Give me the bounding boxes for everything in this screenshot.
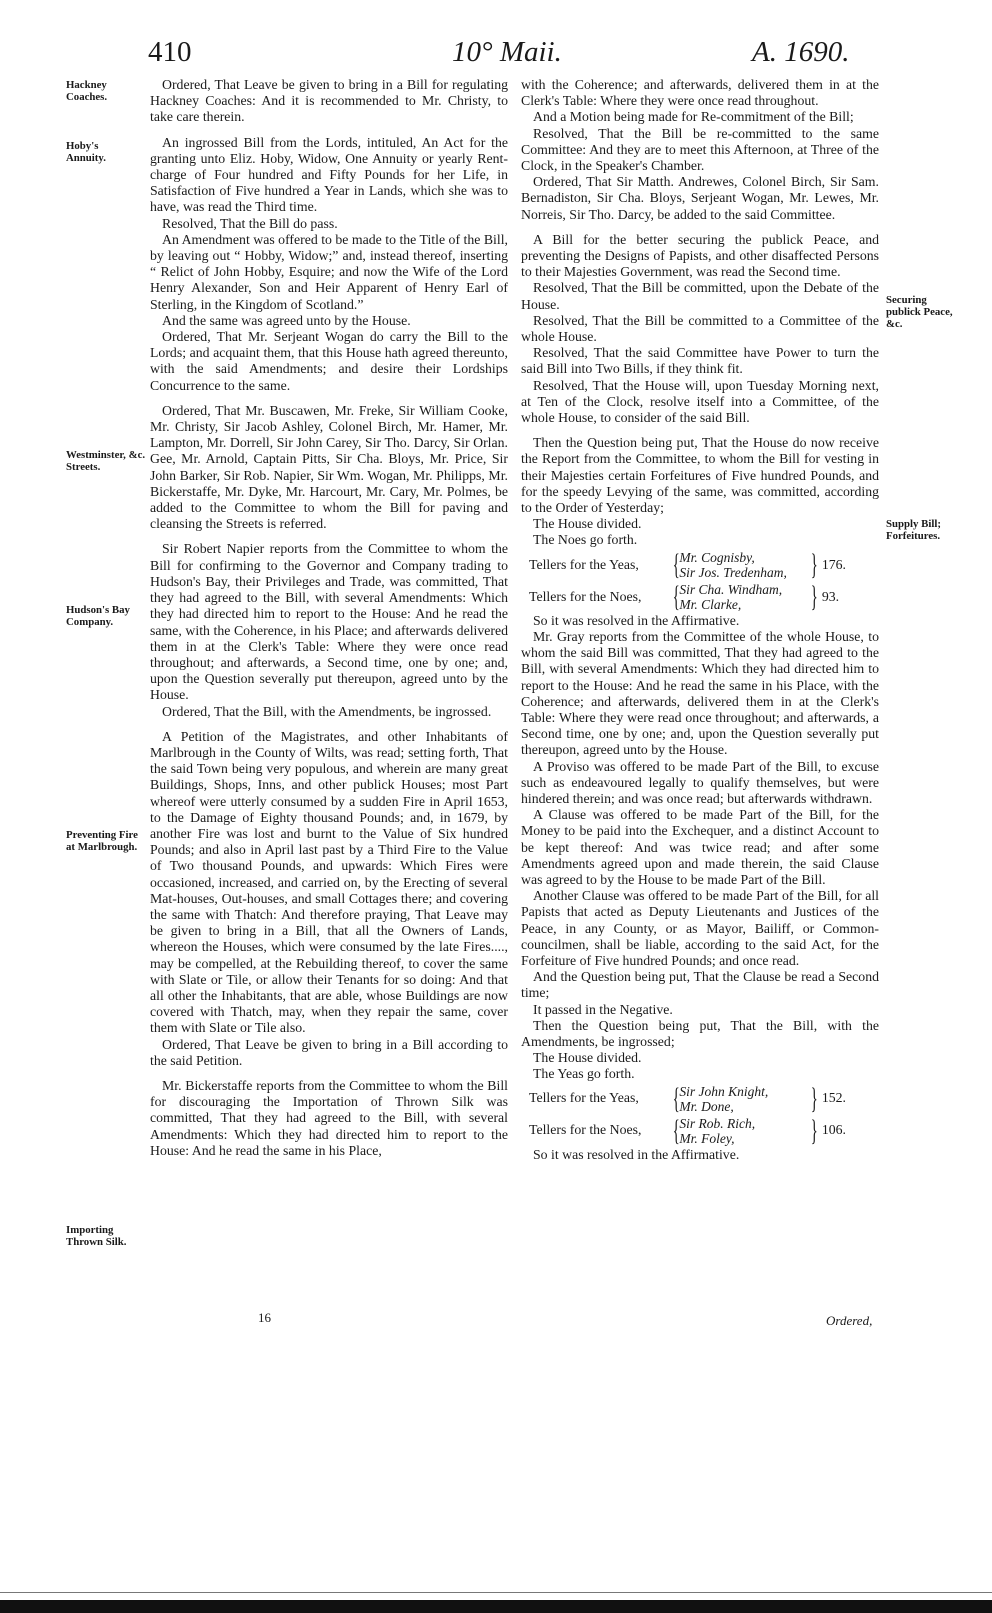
tellers-label: Tellers for the Noes, — [529, 588, 642, 604]
vote-count: 93. — [821, 588, 840, 604]
teller-name: Sir Cha. Windham, — [679, 581, 783, 597]
paragraph: A Clause was offered to be made Part of the Bill, for the Money to be paid into the Exchequer, and a distinct Account to be kept thereof: And was twice read; and after some Amendments agreed upon and made therein, the said Clause was agreed to by the House to be made Part of the Bill. — [521, 807, 879, 887]
scan-edge-bar — [0, 1600, 992, 1613]
paragraph: with the Coherence; and afterwards, delivered them in at the Clerk's Table: Where they were once read throughout. — [521, 77, 879, 109]
margin-note-peace: Securing publick Peace, &c. — [886, 294, 953, 330]
page-year: A. 1690. — [752, 36, 850, 68]
teller-names — [679, 582, 807, 612]
tellers-noes — [529, 1115, 879, 1147]
paragraph: So it was resolved in the Affirmative. — [533, 1146, 740, 1162]
teller-name: Mr. Done, — [679, 1098, 734, 1114]
paragraph: Resolved, That the said Committee have Power to turn the said Bill into Two Bills, if they think fit. — [521, 345, 879, 377]
margin-note-hoby: Hoby's Annuity. — [66, 140, 106, 164]
teller-name: Sir Jos. Tredenham, — [679, 564, 787, 580]
teller-names — [679, 1084, 807, 1114]
teller-name: Mr. Cognisby, — [679, 549, 755, 565]
paragraph: And the same was agreed unto by the House. — [162, 312, 411, 328]
paragraph: And the Question being put, That the Clause be read a Second time; — [521, 969, 879, 1001]
brace-left: { — [672, 1113, 680, 1147]
paragraph: Mr. Gray reports from the Committee of the whole House, to whom the said Bill was committed, That they had agreed to the Bill, with several Amendments: Which they had directed him to report to the House: And he read the same in his Place, with the Coherence; and afterwards, delivered them in at the Clerk's Table: Where they were read once throughout; and afterwards, a Second time, one by one; and, upon the Question severally put thereupon, agreed unto by the House. — [521, 628, 879, 758]
paragraph: Ordered, That the Bill, with the Amendments, be ingrossed. — [162, 703, 492, 719]
paragraph: Resolved, That the Bill be committed to a Committee of the whole House. — [521, 312, 879, 345]
vote-count: 176. — [821, 556, 846, 572]
page-date: 10° Maii. — [452, 36, 562, 68]
paragraph: An ingrossed Bill from the Lords, intituled, An Act for the granting unto Eliz. Hoby, Widow, One Annuity or yearly Rent-charge of Four hundred and Fifty Pounds for her Life, in Satisfaction of Five hundred a Year in Lands, which she was to have, was read the Third time. — [150, 134, 508, 215]
paragraph: Ordered, That Sir Matth. Andrewes, Colonel Birch, Sir Sam. Bernadiston, Sir Cha. Bloys, Serjeant Wogan, Mr. Lewes, Mr. Norreis, Sir Tho. Darcy, be added to the said Committee. — [521, 174, 879, 222]
paragraph: The House divided. — [533, 1050, 642, 1066]
paragraph: A Bill for the better securing the publick Peace, and preventing the Designs of Papists, and other disaffected Persons to their Majesties Government, was read the Second time. — [521, 231, 879, 280]
brace-right: } — [811, 579, 819, 613]
paragraph: Ordered, That Mr. Serjeant Wogan do carry the Bill to the Lords; and acquaint them, that this House hath agreed thereunto, with the said Amendments; and desire their Lordships Concurrence to the same. — [150, 329, 508, 393]
tellers-noes — [529, 581, 879, 613]
tellers-label: Tellers for the Yeas, — [529, 1090, 639, 1106]
teller-name: Sir Rob. Rich, — [679, 1115, 756, 1131]
left-column — [150, 77, 508, 1159]
vote-count: 106. — [821, 1122, 846, 1138]
paragraph: So it was resolved in the Affirmative. — [533, 612, 740, 628]
tellers-label: Tellers for the Noes, — [529, 1122, 642, 1138]
scan-edge-rule — [0, 1592, 992, 1593]
paragraph: An Amendment was offered to be made to the Title of the Bill, by leaving out “ Hobby, Widow;” and, instead thereof, inserting “ Relict of John Hobby, Esquire; and now the Wife of the Lord Henry Alexander, Son and Heir Apparent of Henry Earl of Sterling, in the Kingdom of Scotland.” — [150, 231, 508, 312]
teller-name: Sir John Knight, — [679, 1083, 769, 1099]
brace-right: } — [811, 1113, 819, 1147]
paragraph: Resolved, That the Bill be re-committed to the same Committee: And they are to meet this Afternoon, at Three of the Clock, in the Speaker's Chamber. — [521, 125, 879, 174]
right-column — [521, 77, 879, 1163]
paragraph: A Petition of the Magistrates, and other Inhabitants of Marlbrough in the County of Wilts, was read; setting forth, That the said Town being very populous, and wherein are many great Buildings, Shops, Inns, and other publick Houses; most Part whereof were utterly consumed by a sudden Fire in April 1653, to the Damage of Eighty thousand Pounds; and, in 1679, by another Fire was lost and burnt to the Value of Six hundred Pounds; and also in April last past by a Third Fire to the Value of Two thousand Pounds, and upwards: Which Fires were occasioned, increased, and carried on, by the Erecting of several Mat-houses, Out-houses, and small Cottages there; and covering the same with Thatch: And therefore praying, That Leave may be given to bring in a Bill, that all the Owners of Lands, whereon the Houses, which were consumed by the late Fires...., may be compelled, at the Rebuilding thereof, to cover the same with Slate or Tile, or allow their Tenants for so doing: And that all other the Inhabitants, that are able, whose Buildings are now covered with Thatch, may, when they repair the same, cover them with Slate or Tile also. — [150, 728, 508, 1036]
paragraph: Resolved, That the House will, upon Tuesday Morning next, at Ten of the Clock, resolve itself into a Committee, of the whole House, to consider of the said Bill. — [521, 377, 879, 426]
paragraph: Then the Question being put, That the Bill, with the Amendments, be ingrossed; — [521, 1017, 879, 1049]
margin-note-westminster: Westminster, &c. Streets. — [66, 449, 146, 473]
margin-note-hudson: Hudson's Bay Company. — [66, 604, 130, 628]
paragraph: Resolved, That the Bill be committed, upon the Debate of the House. — [521, 280, 879, 312]
brace-left: { — [672, 579, 680, 613]
paragraph: It passed in the Negative. — [533, 1001, 673, 1017]
signature-mark: 16 — [258, 1310, 271, 1325]
margin-note-supply: Supply Bill; Forfeitures. — [886, 518, 941, 542]
paragraph: Sir Robert Napier reports from the Committee to whom the Bill for confirming to the Governor and Company trading to Hudson's Bay, their Privileges and Trade, was committed, That they had agreed to the Bill, with several Amendments: Which they had directed him to report to the House: And he read the same, with the Coherence, in his Place; and afterwards delivered them in at the Clerk's Table: Where they were once read throughout; and afterwards, a Second time, one by one; and, upon the Question severally put thereupon, agreed unto by the House. — [150, 541, 508, 703]
page-number: 410 — [148, 36, 192, 68]
paragraph: A Proviso was offered to be made Part of the Bill, to excuse such as endeavoured legally to qualify themselves, but were hindered therein; and was once read; but afterwards withdrawn. — [521, 758, 879, 806]
catchword: Ordered, — [826, 1313, 873, 1328]
paragraph: Another Clause was offered to be made Part of the Bill, for all Papists that acted as Deputy Lieutenants and Justices of the Peace, in any County, or as Mayor, Bailiff, or Common-councilmen, shall be liable, according to the said Act, for the Forfeiture of Five hundred Pounds; and once read. — [521, 888, 879, 968]
paragraph: And a Motion being made for Re-commitment of the Bill; — [533, 109, 854, 125]
margin-note-fire: Preventing Fire at Marlbrough. — [66, 829, 138, 853]
brace-left: { — [672, 1081, 680, 1115]
paragraph: Mr. Bickerstaffe reports from the Committee to whom the Bill for discouraging the Importation of Thrown Silk was committed, That they had agreed to the Bill, with several Amendments: Which they had directed him to report to the House: And he read the same in his Place, — [150, 1077, 508, 1158]
tellers-yeas — [529, 549, 879, 581]
brace-right: } — [811, 1081, 819, 1115]
paragraph: The Yeas go forth. — [533, 1066, 635, 1082]
teller-names — [679, 1116, 807, 1146]
paragraph: Ordered, That Leave be given to bring in a Bill for regulating Hackney Coaches: And it is recommended to Mr. Christy, to take care therein. — [150, 77, 508, 125]
paragraph: Then the Question being put, That the House do now receive the Report from the Committee, to whom the Bill for vesting in their Majesties certain Forfeitures of Five hundred Pounds, and for the speedy Levying of the same, was committed, according to the Order of Yesterday; — [521, 435, 879, 516]
teller-name: Mr. Clarke, — [679, 596, 742, 612]
teller-name: Mr. Foley, — [679, 1130, 735, 1146]
paragraph: The House divided. — [533, 516, 642, 532]
page-header — [0, 34, 992, 74]
teller-names — [679, 550, 807, 580]
margin-note-hackney: Hackney Coaches. — [66, 79, 108, 103]
paragraph: Resolved, That the Bill do pass. — [162, 215, 338, 231]
brace-left: { — [672, 547, 680, 581]
brace-right: } — [811, 547, 819, 581]
paragraph: The Noes go forth. — [533, 532, 638, 548]
vote-count: 152. — [821, 1090, 846, 1106]
paragraph: Ordered, That Leave be given to bring in a Bill according to the said Petition. — [150, 1036, 508, 1068]
paragraph: Ordered, That Mr. Buscawen, Mr. Freke, Sir William Cooke, Mr. Christy, Sir Jacob Ashley, Colonel Birch, Mr. Hamer, Mr. Lampton, Mr. Dorrell, Sir John Carey, Sir Tho. Darcy, Sir Orlan. Gee, Mr. Arnold, Captain Pitts, Sir Cha. Bloys, Mr. Price, Sir John Barker, Sir Rob. Napier, Sir Wm. Wogan, Mr. Philipps, Mr. Bickerstaffe, Mr. Dyke, Mr. Harcourt, Mr. Cary, Mr. Polmes, be added to the Committee to whom the Bill for paving and cleansing the Streets is referred. — [150, 402, 508, 532]
margin-note-silk: Importing Thrown Silk. — [66, 1224, 127, 1248]
tellers-yeas — [529, 1083, 879, 1115]
tellers-label: Tellers for the Yeas, — [529, 556, 639, 572]
